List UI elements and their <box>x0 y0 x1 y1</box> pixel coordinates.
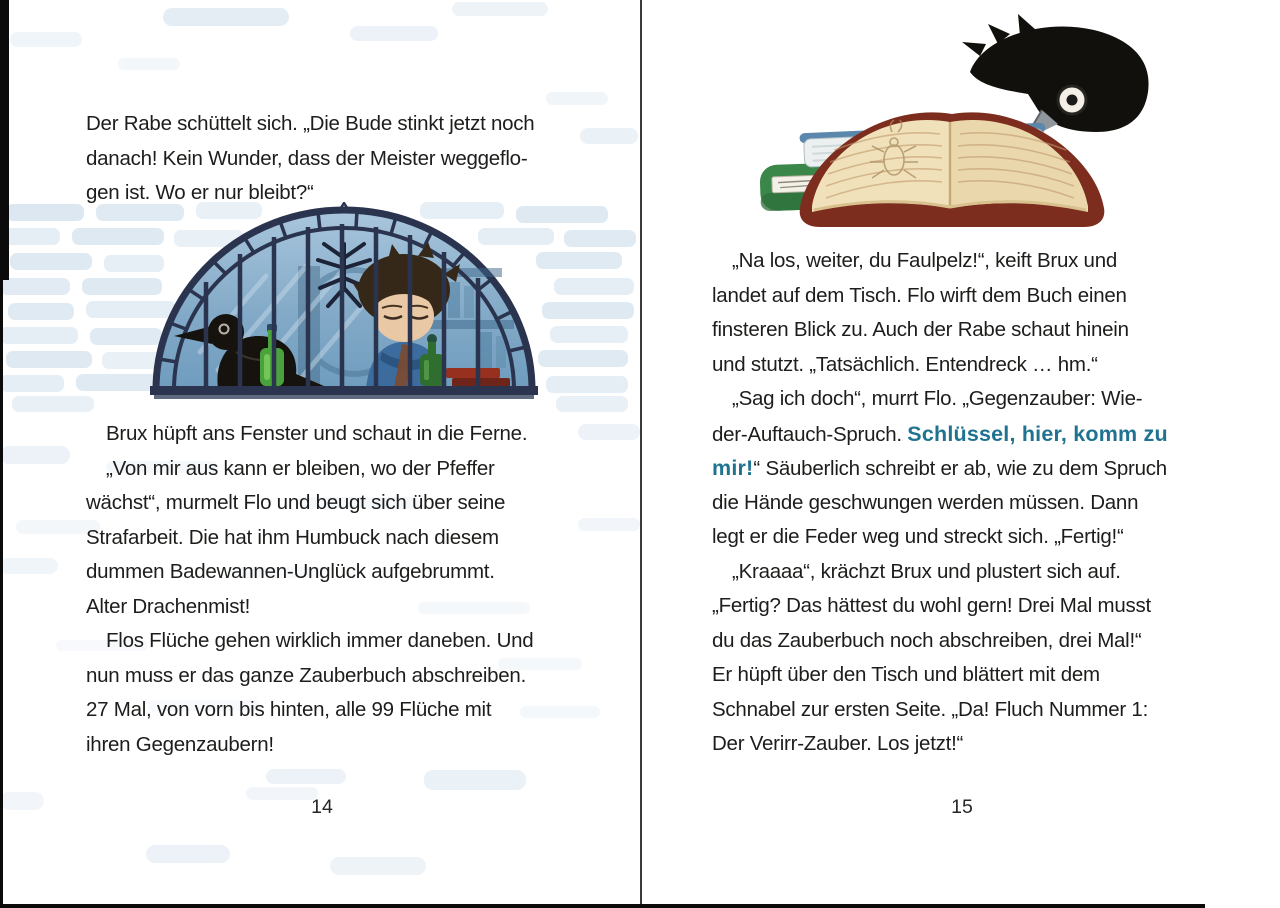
left-paragraph-2 <box>86 417 586 762</box>
text-line <box>712 382 1212 417</box>
body-text: wächst“, murmelt Flo und beugt sich über seine <box>86 491 506 514</box>
text-line <box>712 451 1212 486</box>
spell-accent-text: Schlüssel, hier, komm zu <box>907 421 1168 446</box>
text-line <box>86 590 586 625</box>
text-line <box>712 727 1212 762</box>
body-text: „Fertig? Das hättest du wohl gern! Drei Mal musst <box>712 594 1151 617</box>
right-paragraphs <box>712 244 1212 762</box>
text-line <box>712 244 1212 279</box>
text-line <box>86 452 586 487</box>
watercolor-stroke <box>578 424 640 440</box>
text-line <box>86 417 586 452</box>
watercolor-stroke <box>10 32 82 47</box>
text-line <box>712 624 1212 659</box>
text-line <box>712 279 1212 314</box>
body-text: Brux hüpft ans Fenster und schaut in die Ferne. <box>106 422 528 445</box>
watercolor-stroke <box>546 92 608 105</box>
photo-edge-bottom <box>0 904 1205 908</box>
body-text: nun muss er das ganze Zauberbuch abschreiben. <box>86 663 527 687</box>
text-line <box>712 348 1212 383</box>
watercolor-stroke <box>452 2 548 16</box>
spellbook-illustration <box>742 10 1166 238</box>
body-text: dummen Badewannen-Unglück aufgebrummt. <box>86 560 495 583</box>
body-text: ihren Gegenzaubern! <box>86 732 274 756</box>
body-text: Alter Drachenmist! <box>86 594 251 618</box>
body-text: legt er die Feder weg und streckt sich. „Fertig!“ <box>712 525 1124 548</box>
body-text: “ Säuberlich schreibt er ab, wie zu dem Spruch <box>753 457 1167 480</box>
watercolor-stroke <box>118 58 180 70</box>
body-text: gen ist. Wo er nur bleibt?“ <box>86 181 314 204</box>
window-illustration <box>148 202 540 402</box>
text-line <box>86 486 586 521</box>
body-text: finsteren Blick zu. Auch der Rabe schaut hinein <box>712 318 1129 341</box>
text-line <box>86 624 586 659</box>
body-text: „Sag ich doch“, murrt Flo. „Gegenzauber: Wie- <box>732 387 1143 410</box>
body-text: „Kraaaa“, krächzt Brux und plustert sich auf. <box>732 559 1121 583</box>
text-line <box>86 555 586 590</box>
watercolor-stroke <box>330 857 426 875</box>
watercolor-stroke <box>0 446 70 464</box>
body-text: landet auf dem Tisch. Flo wirft dem Buch einen <box>712 283 1127 307</box>
body-text: „Na los, weiter, du Faulpelz!“, keift Brux und <box>732 249 1118 272</box>
body-text: der-Auftauch-Spruch. <box>712 422 908 446</box>
body-text: die Hände geschwungen werden müssen. Dann <box>712 490 1139 514</box>
open-book <box>800 112 1105 227</box>
spell-accent-text: mir! <box>712 456 754 480</box>
body-text: Der Verirr-Zauber. Los jetzt!“ <box>712 732 964 755</box>
text-line <box>712 555 1212 590</box>
watercolor-stroke <box>163 8 289 26</box>
text-line <box>712 486 1212 521</box>
text-line <box>86 693 586 728</box>
page-number-right: 15 <box>951 796 973 818</box>
watercolor-stroke <box>0 558 58 574</box>
text-line <box>86 142 586 177</box>
body-text: und stutzt. „Tatsächlich. Entendreck … hm.“ <box>712 352 1098 376</box>
text-line <box>86 659 586 694</box>
text-line <box>712 589 1212 624</box>
watercolor-stroke <box>0 792 44 810</box>
page-gutter-divider <box>640 0 642 908</box>
watercolor-stroke <box>350 26 438 41</box>
photo-edge-left <box>0 280 3 908</box>
watercolor-stroke <box>146 845 230 863</box>
body-text: Strafarbeit. Die hat ihm Humbuck nach diesem <box>86 525 499 549</box>
text-line <box>712 417 1212 452</box>
body-text: Er hüpft über den Tisch und blättert mit dem <box>712 663 1100 686</box>
photo-edge-left <box>0 0 9 280</box>
body-text: 27 Mal, von vorn bis hinten, alle 99 Flüche mit <box>86 698 492 721</box>
body-text: du das Zauberbuch noch abschreiben, drei Mal!“ <box>712 628 1142 652</box>
body-text: „Von mir aus kann er bleiben, wo der Pfeffer <box>106 456 495 480</box>
watercolor-stroke <box>578 518 640 531</box>
page-number-left: 14 <box>311 796 333 818</box>
text-line <box>86 107 586 142</box>
left-paragraph-1 <box>86 107 586 211</box>
text-line <box>712 313 1212 348</box>
text-line <box>86 521 586 556</box>
body-text: Flos Flüche gehen wirklich immer daneben. Und <box>106 629 534 652</box>
body-text: danach! Kein Wunder, dass der Meister weggeflo- <box>86 146 528 170</box>
text-line <box>86 728 586 763</box>
body-text: Schnabel zur ersten Seite. „Da! Fluch Nummer 1: <box>712 697 1149 721</box>
text-line <box>712 520 1212 555</box>
watercolor-stroke <box>424 770 526 790</box>
body-text: Der Rabe schüttelt sich. „Die Bude stinkt jetzt noch <box>86 112 535 135</box>
text-line <box>712 693 1212 728</box>
text-line <box>712 658 1212 693</box>
watercolor-stroke <box>580 128 638 144</box>
watercolor-stroke <box>266 769 346 784</box>
